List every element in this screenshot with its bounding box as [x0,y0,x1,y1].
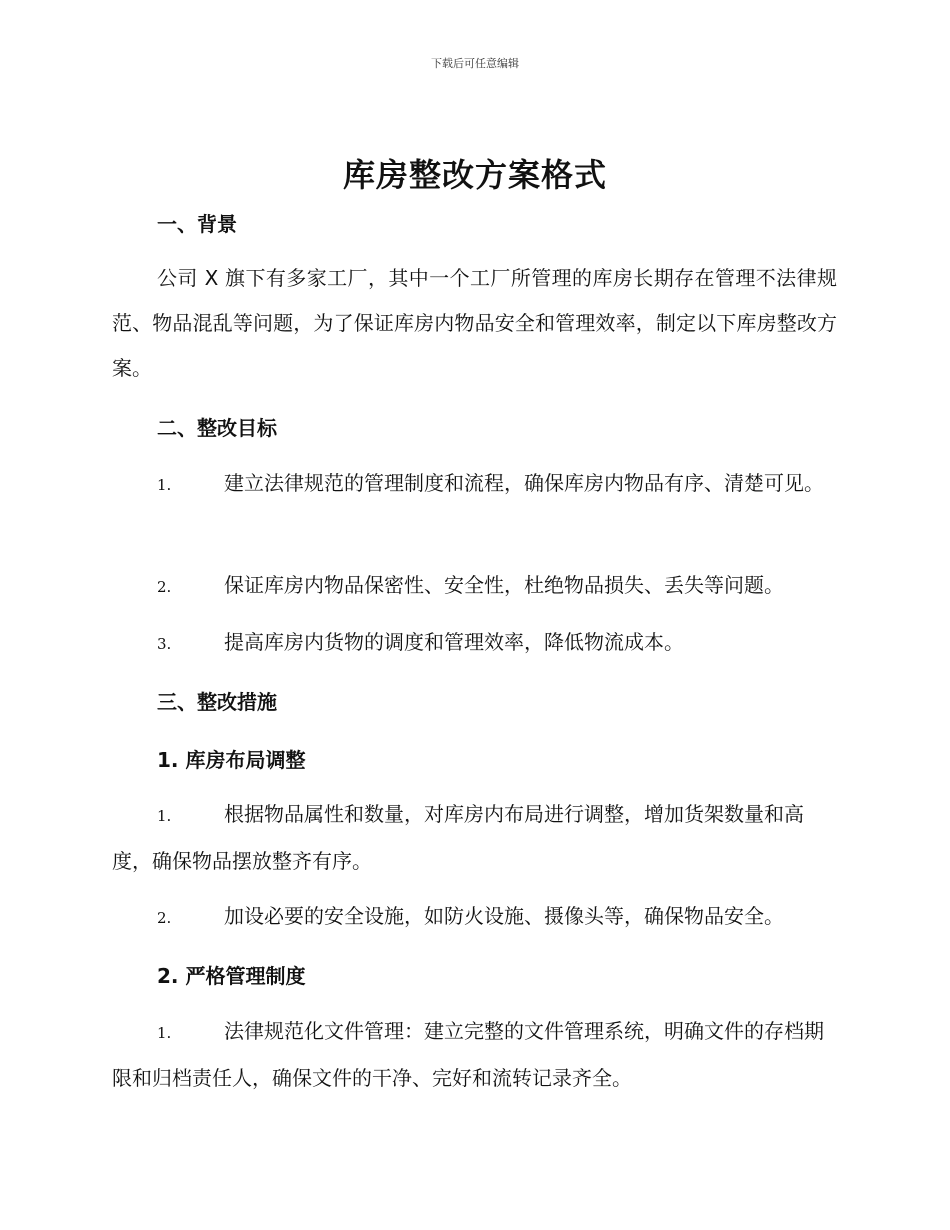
measure-item [112,1009,837,1101]
list-number: 1. [157,1024,172,1042]
background-text: 公司 X 旗下有多家工厂，其中一个工厂所管理的库房长期存在管理不法律规范、物品混乱等问题，为了保证库房内物品安全和管理效率，制定以下库房整改方案。 [112,266,837,380]
list-number: 2. [157,909,172,927]
list-item-text: 根据物品属性和数量，对库房内布局进行调整，增加货架数量和高度，确保物品摆放整齐有序。 [112,802,804,873]
section-heading-background: 一、背景 [157,212,237,236]
list-item-text: 法律规范化文件管理：建立完整的文件管理系统，明确文件的存档期限和归档责任人，确保文件的干净、完好和流转记录齐全。 [112,1019,824,1090]
list-number: 1. [157,807,172,825]
goal-item [112,563,837,610]
section-heading-goals: 二、整改目标 [157,416,277,440]
measure-item [112,894,837,941]
list-item-text: 加设必要的安全设施，如防火设施、摄像头等，确保物品安全。 [224,904,784,928]
document-title: 库房整改方案格式 [342,156,607,194]
page-header-note: 下载后可任意编辑 [431,57,519,70]
subsection-heading-layout: 1. 库房布局调整 [157,748,306,772]
subsection-heading-management: 2. 严格管理制度 [157,964,306,988]
list-item-text: 提高库房内货物的调度和管理效率，降低物流成本。 [224,630,684,654]
goal-item [112,461,837,508]
section-heading-measures: 三、整改措施 [157,690,277,714]
list-number: 2. [157,578,172,596]
list-number: 1. [157,476,172,494]
background-paragraph [112,256,837,391]
list-item-text: 建立法律规范的管理制度和流程，确保库房内物品有序、清楚可见。 [224,471,824,495]
list-item-text: 保证库房内物品保密性、安全性，杜绝物品损失、丢失等问题。 [224,573,784,597]
goal-item [112,620,837,667]
measure-item [112,792,837,884]
list-number: 3. [157,635,172,653]
